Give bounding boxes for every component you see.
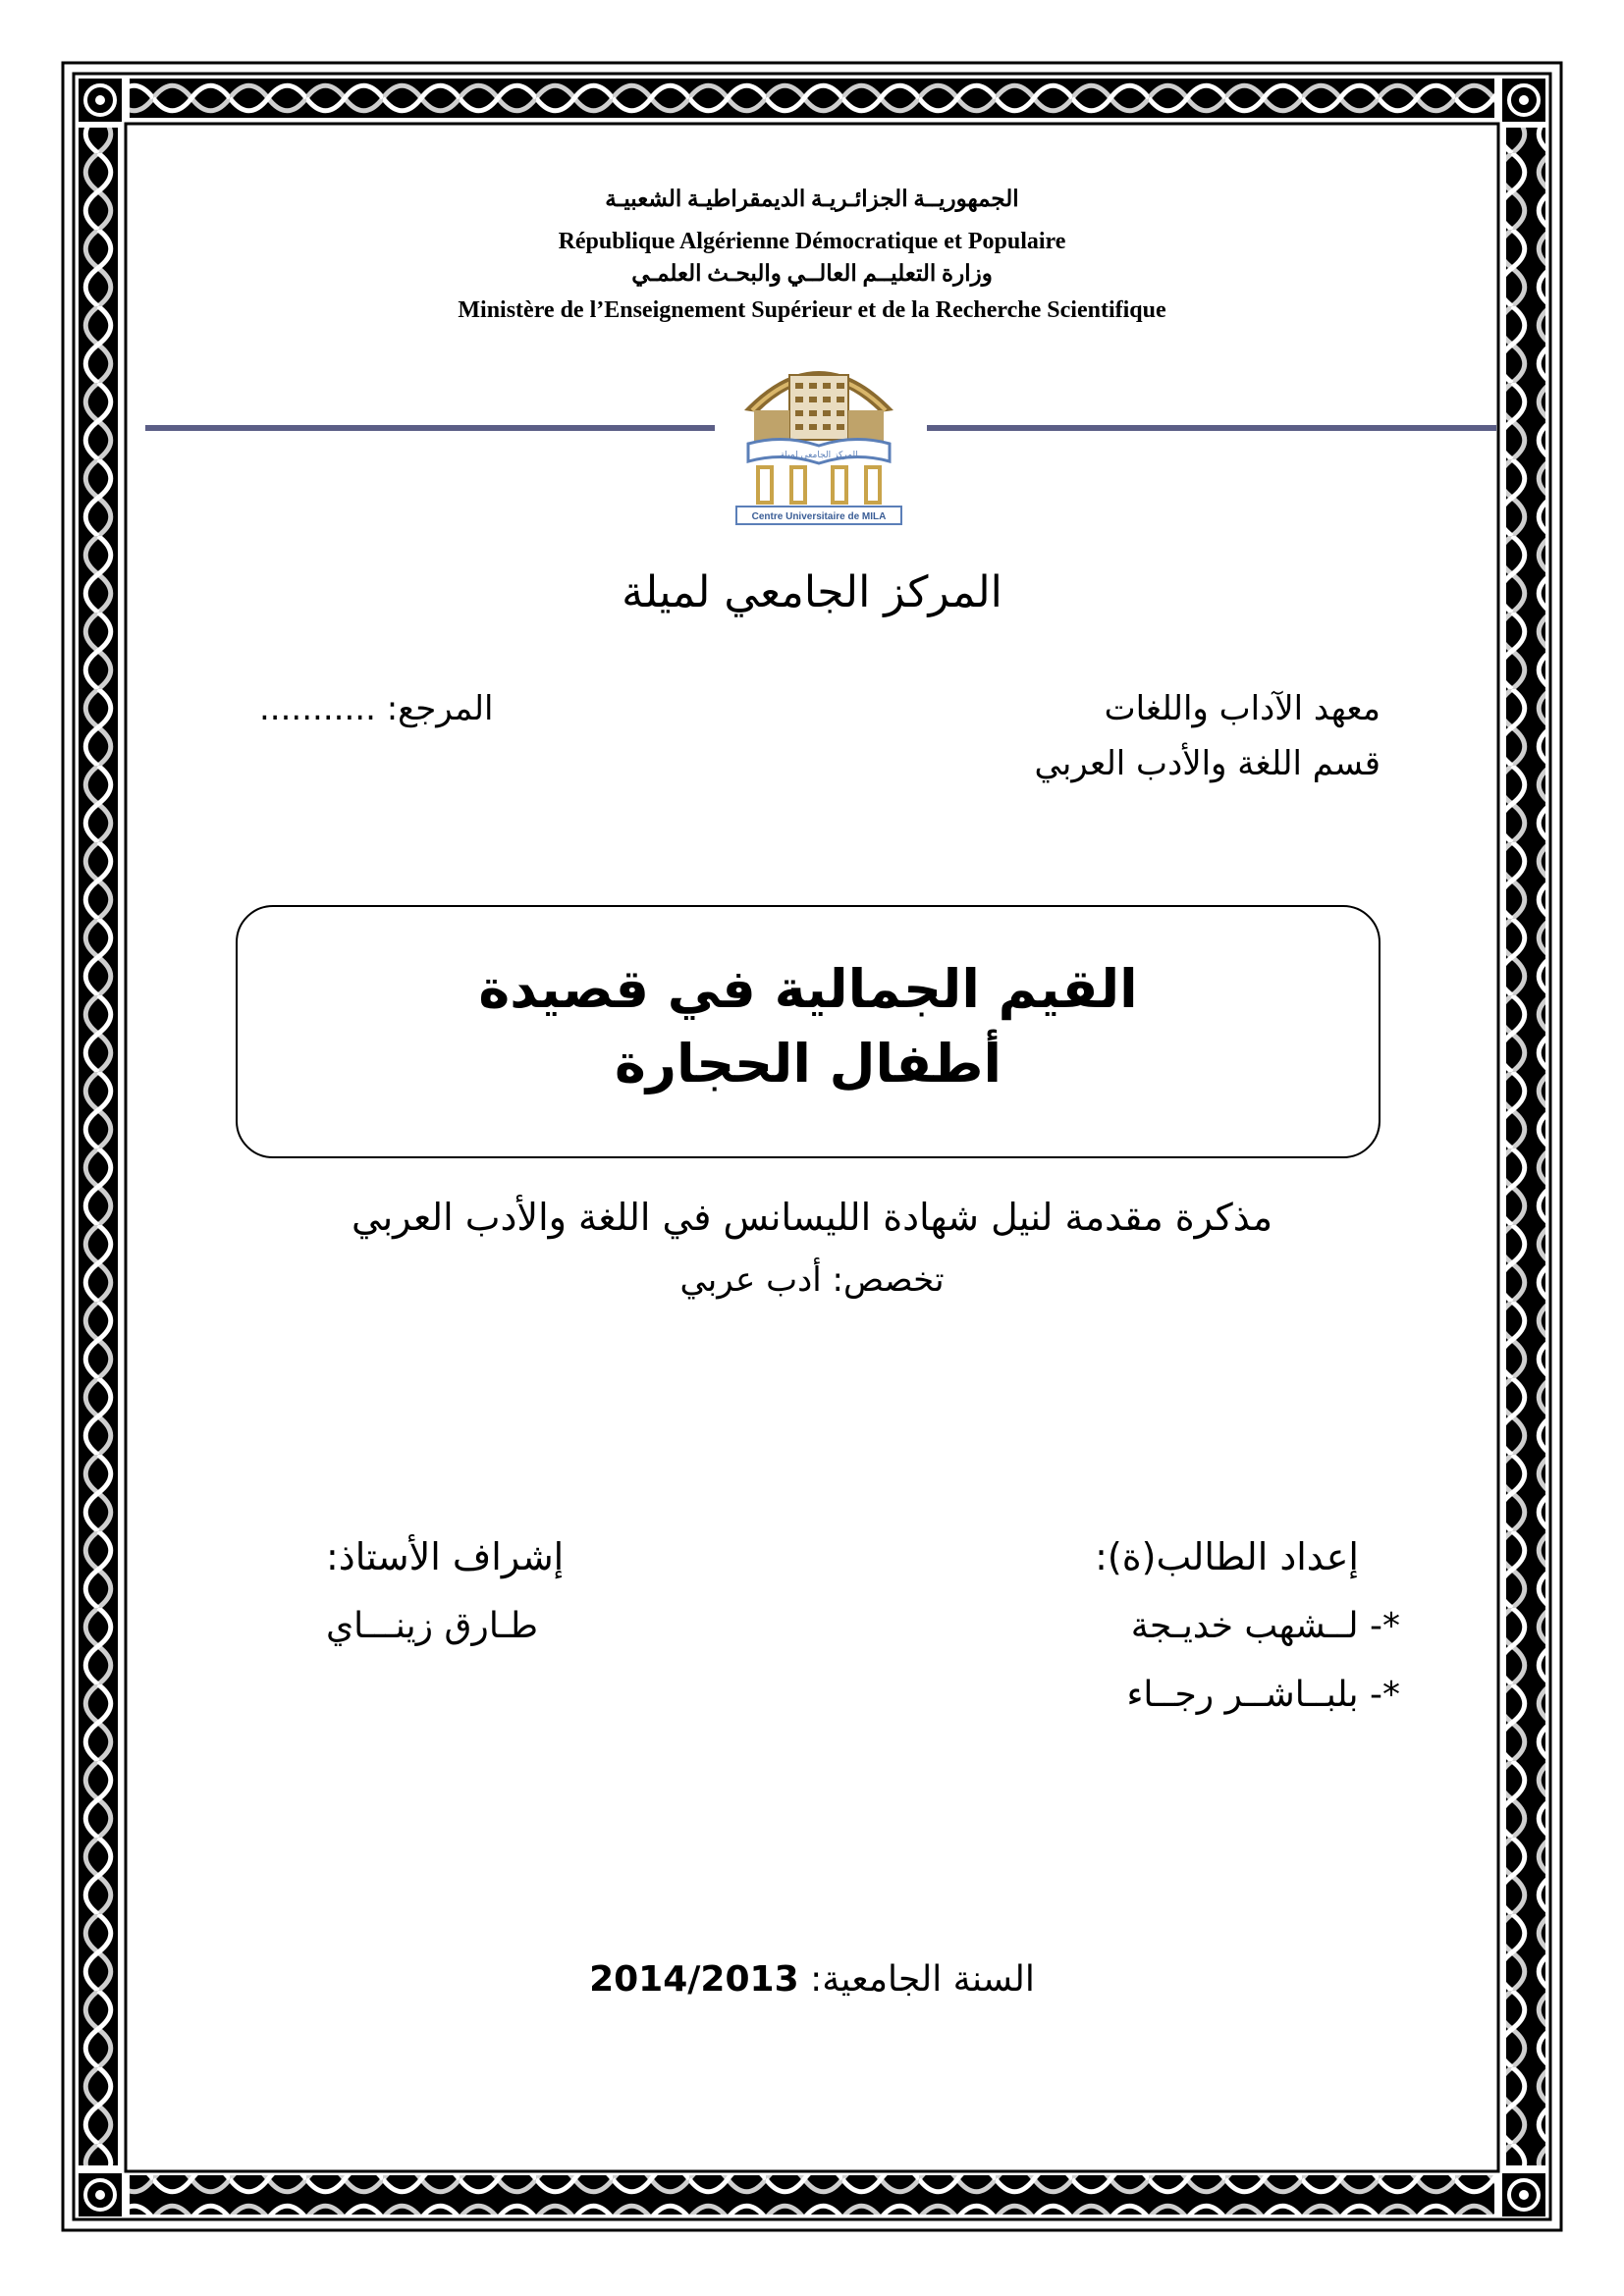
academic-year-value: 2014/2013 [589, 1959, 799, 2000]
corner-ornament [79, 2173, 122, 2216]
thesis-title-box [236, 905, 1380, 1158]
reference-field: المرجع: ........... [259, 689, 494, 728]
academic-year [0, 1959, 1624, 2000]
academic-year-label: السنة الجامعية: [810, 1959, 1035, 2000]
university-logo [732, 342, 905, 528]
republic-ar: الجمهوريــة الجزائـريـة الديمقراطيـة الشعبيـة [605, 187, 1019, 211]
student-name: *- لــشهب خديـجة [1130, 1606, 1400, 1646]
specialty: تخصص: أدب عربي [679, 1260, 945, 1300]
ministry-fr: Ministère de l’Enseignement Supérieur et de la Recherche Scientifique [458, 297, 1166, 323]
students-heading: إعداد الطالب(ة): [1095, 1535, 1359, 1578]
department-name: قسم اللغة والأدب العربي [1034, 744, 1380, 783]
student-name: *- بلبــاشــر رجــاء [1126, 1675, 1400, 1715]
thesis-title-line2: أطفال الحجارة [614, 1033, 1002, 1095]
thesis-title-line1: القيم الجمالية في قصيدة [478, 958, 1138, 1020]
logo-banner-text: المركز الجامعي لميلة [780, 451, 858, 460]
header-rule-right [927, 425, 1496, 431]
republic-fr: République Algérienne Démocratique et Populaire [558, 229, 1066, 254]
corner-ornament [1502, 79, 1545, 122]
header-rule-left [145, 425, 715, 431]
supervisor-heading: إشراف الأستاذ: [326, 1535, 565, 1578]
ministry-ar: وزارة التعليــم العالــي والبحـث العلمـي [631, 261, 993, 286]
thesis-purpose: مذكرة مقدمة لنيل شهادة الليسانس في اللغة والأدب العربي [351, 1196, 1273, 1239]
university-logo-icon [732, 342, 905, 528]
logo-caption: Centre Universitaire de MILA [751, 511, 887, 522]
corner-ornament [1502, 2173, 1545, 2216]
supervisor-name: طـارق زينـــاي [326, 1606, 538, 1646]
university-name: المركز الجامعي لميلة [622, 567, 1002, 617]
corner-ornament [79, 79, 122, 122]
institute-name: معهد الآداب واللغات [1104, 689, 1380, 728]
